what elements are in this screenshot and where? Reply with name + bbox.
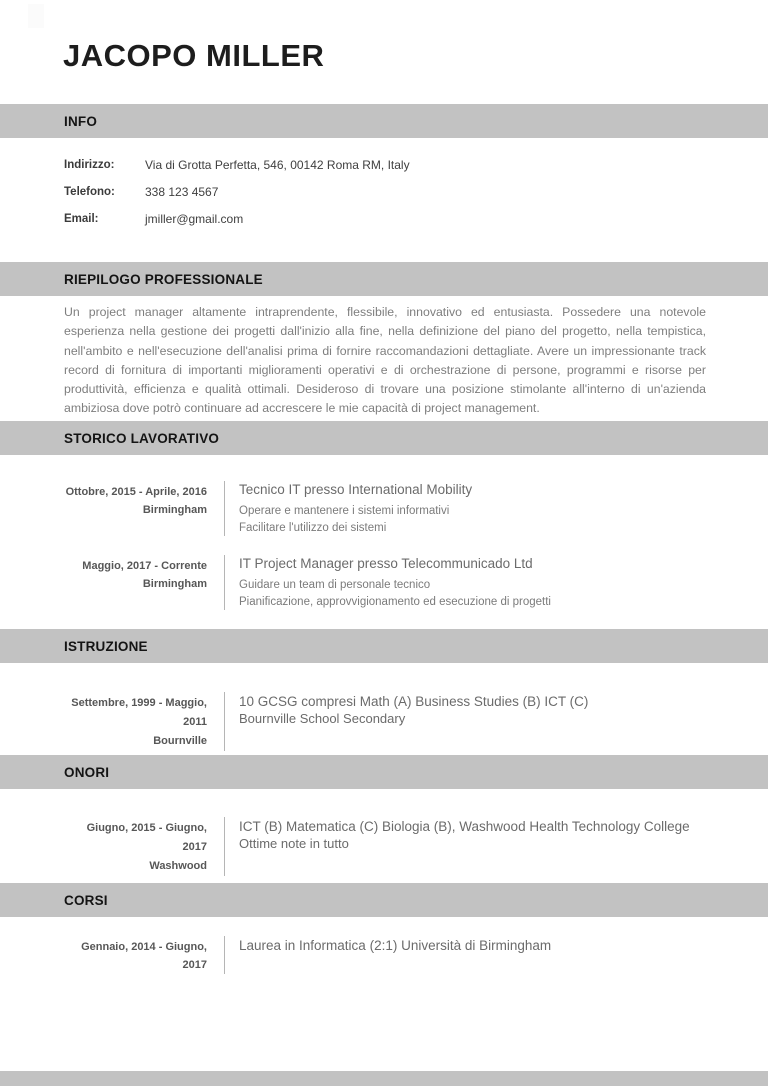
info-value-address: Via di Grotta Perfetta, 546, 00142 Roma RM, Italy [145,158,410,172]
entry-detail: Operare e mantenere i sistemi informativi [239,505,450,517]
entry-date: Gennaio, 2014 - Giugno, 2017 [81,941,207,971]
entry-date-location [64,936,207,974]
page-title: JACOPO MILLER [63,38,325,73]
entry-title: IT Project Manager presso Telecommunicado Ltd [239,556,533,571]
honors-entry [64,817,768,876]
entry-location: Birmingham [142,578,207,590]
corner-mark [28,4,44,28]
education-entry [64,692,768,751]
entry-date: Settembre, 1999 - Maggio, 2011 [71,697,207,728]
entry-location: Birmingham [142,504,207,516]
entry-date: Ottobre, 2015 - Aprile, 2016 [65,486,207,498]
work-entry [64,481,768,536]
info-row-email [64,211,410,238]
info-value-email: jmiller@gmail.com [145,212,244,226]
entry-title: 10 GCSG compresi Math (A) Business Studies (B) ICT (C) [239,694,589,709]
entry-date: Giugno, 2015 - Giugno, 2017 [86,822,207,853]
section-header-summary [0,262,768,296]
entry-date-location [64,555,207,610]
info-row-address [64,157,410,184]
entry-date: Maggio, 2017 - Corrente [82,560,207,572]
info-row-phone [64,184,410,211]
entry-date-location [64,692,207,751]
bottom-page-bar [0,1071,768,1086]
section-header-label: ISTRUZIONE [64,638,148,654]
entry-title: Laurea in Informatica (2:1) Università di Birmingham [239,938,552,953]
entry-body [225,481,472,536]
section-header-courses [0,883,768,917]
section-header-label: RIEPILOGO PROFESSIONALE [64,271,263,287]
entry-subtitle: Ottime note in tutto [239,836,349,851]
section-header-label: CORSI [64,892,108,908]
entry-body [225,936,551,974]
entry-title: Tecnico IT presso International Mobility [239,482,473,497]
entry-date-location [64,817,207,876]
info-rows [64,157,410,238]
entry-body [225,817,690,876]
section-header-work-history [0,421,768,455]
entry-body [225,692,588,751]
section-header-info [0,104,768,138]
entry-title: ICT (B) Matematica (C) Biologia (B), Washwood Health Technology College [239,819,690,834]
info-label: Indirizzo: [64,159,115,171]
summary-paragraph: Un project manager altamente intraprendente, flessibile, innovativo ed entusiasta. Possedere una notevole esperienza nella gestione dei progetti dall'inizio alla fine, nella definizione del piano del progetto, nella tempistica, nell'ambito e nell'esecuzione dell'analisi prima di fornire raccomandazioni dettagliate. Avere un impressionante track record di fornitura di importanti miglioramenti operativi e di orchestrazione di persone, programmi e risorse per produttività, efficienza e qualità ottimali. Desideroso di trovare una posizione stimolante all'interno di un'azienda ambiziosa dove potrò continuare ad accrescere le mie capacità di project management. [64,305,706,416]
info-value-phone: 338 123 4567 [145,185,219,199]
entry-detail: Pianificazione, approvvigionamento ed esecuzione di progetti [239,595,551,608]
section-header-label: INFO [64,113,98,129]
entry-subtitle: Bournville School Secondary [239,711,406,726]
info-label: Telefono: [64,186,115,198]
section-header-education [0,629,768,663]
section-header-honors [0,755,768,789]
entry-body [225,555,551,610]
entry-location: Washwood [149,860,207,872]
section-header-label: STORICO LAVORATIVO [64,430,220,446]
section-header-label: ONORI [64,764,110,780]
entry-date-location [64,481,207,536]
entry-detail: Facilitare l'utilizzo dei sistemi [239,521,387,534]
course-entry [64,936,768,974]
info-label: Email: [64,213,99,225]
entry-location: Bournville [153,735,207,747]
entry-detail: Guidare un team di personale tecnico [239,579,431,591]
work-entry [64,555,768,610]
